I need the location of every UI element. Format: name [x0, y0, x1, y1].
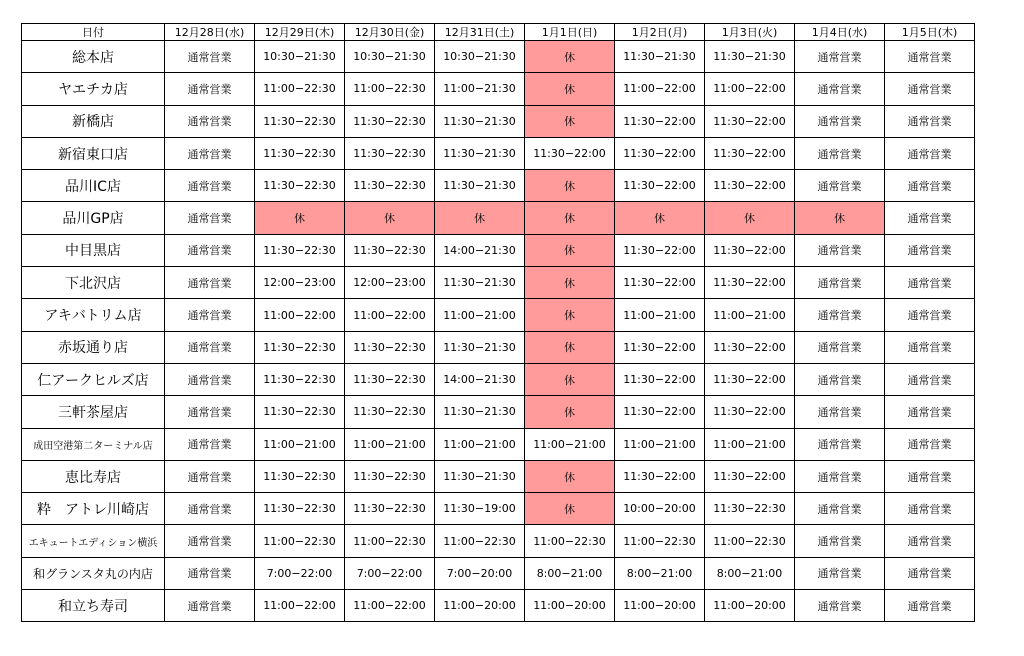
hours-cell: 通常営業 [165, 73, 255, 105]
hours-cell: 通常営業 [165, 105, 255, 137]
hours-cell: 11:30−21:30 [705, 41, 795, 73]
hours-cell: 11:30−22:30 [345, 493, 435, 525]
header-date-label: 日付 [22, 24, 165, 41]
hours-cell: 11:00−21:30 [435, 73, 525, 105]
hours-cell: 11:30−22:30 [345, 331, 435, 363]
store-name-cell: 仁アークヒルズ店 [22, 363, 165, 395]
closed-cell: 休 [525, 396, 615, 428]
hours-cell: 12:00−23:00 [345, 267, 435, 299]
hours-cell: 11:00−22:00 [345, 299, 435, 331]
hours-cell: 11:00−20:00 [615, 590, 705, 622]
hours-cell: 通常営業 [165, 590, 255, 622]
hours-cell: 11:30−21:30 [435, 460, 525, 492]
hours-cell: 11:30−22:00 [615, 105, 705, 137]
hours-cell: 11:30−22:30 [345, 137, 435, 169]
hours-cell: 11:30−21:30 [435, 331, 525, 363]
hours-cell: 通常営業 [165, 41, 255, 73]
hours-cell: 通常営業 [885, 73, 975, 105]
hours-cell: 11:00−21:00 [435, 299, 525, 331]
hours-cell: 11:30−22:00 [615, 460, 705, 492]
closed-cell: 休 [525, 41, 615, 73]
hours-cell: 8:00−21:00 [525, 557, 615, 589]
hours-cell: 11:30−22:30 [255, 170, 345, 202]
hours-cell: 12:00−23:00 [255, 267, 345, 299]
hours-cell: 11:00−22:30 [525, 525, 615, 557]
hours-cell: 11:30−22:00 [705, 363, 795, 395]
hours-cell: 通常営業 [795, 137, 885, 169]
hours-cell: 通常営業 [165, 267, 255, 299]
hours-cell: 7:00−20:00 [435, 557, 525, 589]
store-name-cell: 成田空港第二ターミナル店 [22, 428, 165, 460]
hours-cell: 11:30−22:00 [705, 105, 795, 137]
closed-cell: 休 [795, 202, 885, 234]
table-row [22, 299, 975, 331]
hours-cell: 通常営業 [885, 493, 975, 525]
hours-cell: 通常営業 [795, 170, 885, 202]
closed-cell: 休 [525, 234, 615, 266]
hours-cell: 11:30−22:30 [255, 234, 345, 266]
store-name-cell: 総本店 [22, 41, 165, 73]
table-row [22, 267, 975, 299]
header-date-cell: 1月2日(月) [615, 24, 705, 41]
header-date-cell: 12月28日(水) [165, 24, 255, 41]
hours-cell: 11:30−22:00 [705, 170, 795, 202]
hours-cell: 10:30−21:30 [435, 41, 525, 73]
closed-cell: 休 [615, 202, 705, 234]
hours-cell: 11:30−21:30 [435, 396, 525, 428]
hours-cell: 11:00−22:30 [255, 73, 345, 105]
hours-cell: 11:30−22:30 [255, 331, 345, 363]
hours-cell: 11:30−22:00 [615, 331, 705, 363]
hours-cell: 通常営業 [165, 557, 255, 589]
store-name-cell: アキバトリム店 [22, 299, 165, 331]
hours-cell: 通常営業 [165, 202, 255, 234]
hours-cell: 11:00−22:30 [345, 73, 435, 105]
header-date-cell: 1月3日(火) [705, 24, 795, 41]
hours-cell: 11:30−22:00 [705, 137, 795, 169]
hours-cell: 10:30−21:30 [345, 41, 435, 73]
store-name-cell: 新橋店 [22, 105, 165, 137]
hours-cell: 通常営業 [795, 590, 885, 622]
hours-cell: 通常営業 [795, 525, 885, 557]
table-row [22, 493, 975, 525]
hours-cell: 7:00−22:00 [345, 557, 435, 589]
table-row [22, 202, 975, 234]
header-row [22, 24, 975, 41]
hours-cell: 通常営業 [795, 460, 885, 492]
hours-cell: 通常営業 [885, 428, 975, 460]
closed-cell: 休 [525, 170, 615, 202]
hours-cell: 11:30−22:00 [615, 363, 705, 395]
hours-cell: 11:00−21:00 [615, 299, 705, 331]
hours-cell: 11:30−22:30 [255, 137, 345, 169]
store-name-cell: 和グランスタ丸の内店 [22, 557, 165, 589]
hours-cell: 通常営業 [885, 105, 975, 137]
hours-cell: 11:00−21:00 [705, 428, 795, 460]
hours-cell: 通常営業 [885, 396, 975, 428]
closed-cell: 休 [525, 73, 615, 105]
hours-cell: 11:30−22:00 [525, 137, 615, 169]
hours-cell: 通常営業 [795, 267, 885, 299]
hours-cell: 通常営業 [885, 234, 975, 266]
table-row [22, 363, 975, 395]
closed-cell: 休 [525, 267, 615, 299]
store-name-cell: 三軒茶屋店 [22, 396, 165, 428]
hours-cell: 通常営業 [165, 428, 255, 460]
hours-cell: 通常営業 [165, 396, 255, 428]
hours-cell: 11:30−22:00 [615, 234, 705, 266]
closed-cell: 休 [525, 363, 615, 395]
hours-cell: 11:30−22:30 [255, 493, 345, 525]
table-row [22, 331, 975, 363]
hours-cell: 11:30−22:30 [255, 363, 345, 395]
hours-cell: 通常営業 [165, 525, 255, 557]
store-name-cell: 恵比寿店 [22, 460, 165, 492]
table-row [22, 460, 975, 492]
table-row [22, 234, 975, 266]
holiday-hours-table [21, 23, 975, 622]
hours-cell: 11:00−21:00 [615, 428, 705, 460]
hours-cell: 通常営業 [165, 493, 255, 525]
hours-cell: 11:30−22:30 [255, 460, 345, 492]
hours-cell: 11:30−22:30 [345, 105, 435, 137]
header-date-cell: 1月4日(水) [795, 24, 885, 41]
hours-cell: 11:30−22:00 [705, 267, 795, 299]
header-date-cell: 1月1日(日) [525, 24, 615, 41]
hours-cell: 11:30−22:00 [615, 267, 705, 299]
hours-cell: 通常営業 [165, 460, 255, 492]
hours-cell: 通常営業 [795, 493, 885, 525]
hours-cell: 10:30−21:30 [255, 41, 345, 73]
hours-cell: 10:00−20:00 [615, 493, 705, 525]
hours-cell: 通常営業 [165, 137, 255, 169]
hours-cell: 通常営業 [885, 41, 975, 73]
hours-cell: 11:30−21:30 [435, 267, 525, 299]
hours-cell: 通常営業 [885, 590, 975, 622]
hours-cell: 通常営業 [885, 331, 975, 363]
closed-cell: 休 [525, 202, 615, 234]
table-row [22, 590, 975, 622]
header-date-cell: 12月31日(土) [435, 24, 525, 41]
hours-cell: 11:30−22:00 [615, 396, 705, 428]
table-row [22, 137, 975, 169]
hours-cell: 11:30−22:30 [345, 234, 435, 266]
store-name-cell: ヤエチカ店 [22, 73, 165, 105]
hours-cell: 11:00−21:00 [705, 299, 795, 331]
hours-cell: 11:30−22:30 [345, 396, 435, 428]
store-name-cell: 赤坂通り店 [22, 331, 165, 363]
hours-cell: 通常営業 [885, 557, 975, 589]
hours-cell: 通常営業 [885, 267, 975, 299]
hours-cell: 11:00−21:00 [435, 428, 525, 460]
hours-cell: 通常営業 [165, 363, 255, 395]
table-body [22, 41, 975, 622]
store-name-cell: 品川GP店 [22, 202, 165, 234]
table-row [22, 396, 975, 428]
hours-cell: 通常営業 [885, 460, 975, 492]
table-row [22, 525, 975, 557]
hours-cell: 14:00−21:30 [435, 234, 525, 266]
hours-cell: 11:00−20:00 [705, 590, 795, 622]
table-row [22, 428, 975, 460]
hours-cell: 11:00−22:30 [345, 525, 435, 557]
hours-cell: 8:00−21:00 [705, 557, 795, 589]
hours-cell: 11:00−22:00 [705, 73, 795, 105]
hours-cell: 11:30−21:30 [435, 170, 525, 202]
hours-cell: 11:30−22:00 [615, 137, 705, 169]
store-name-cell: エキュートエディション横浜 [22, 525, 165, 557]
table-row [22, 41, 975, 73]
closed-cell: 休 [525, 105, 615, 137]
hours-cell: 11:30−22:30 [345, 170, 435, 202]
store-name-cell: 新宿東口店 [22, 137, 165, 169]
hours-cell: 11:00−22:30 [615, 525, 705, 557]
hours-cell: 通常営業 [165, 331, 255, 363]
hours-cell: 通常営業 [795, 396, 885, 428]
hours-cell: 通常営業 [885, 202, 975, 234]
hours-cell: 11:00−22:00 [345, 590, 435, 622]
hours-cell: 11:30−19:00 [435, 493, 525, 525]
hours-cell: 11:00−22:30 [435, 525, 525, 557]
hours-cell: 11:30−21:30 [615, 41, 705, 73]
header-date-cell: 12月30日(金) [345, 24, 435, 41]
closed-cell: 休 [525, 299, 615, 331]
hours-cell: 通常営業 [795, 41, 885, 73]
hours-cell: 11:30−22:30 [255, 105, 345, 137]
closed-cell: 休 [525, 493, 615, 525]
hours-cell: 通常営業 [885, 299, 975, 331]
hours-cell: 11:00−22:00 [255, 590, 345, 622]
hours-cell: 14:00−21:30 [435, 363, 525, 395]
hours-cell: 11:00−21:00 [525, 428, 615, 460]
store-name-cell: 下北沢店 [22, 267, 165, 299]
hours-cell: 通常営業 [885, 137, 975, 169]
header-date-cell: 1月5日(木) [885, 24, 975, 41]
closed-cell: 休 [345, 202, 435, 234]
hours-cell: 11:30−22:00 [705, 234, 795, 266]
hours-cell: 通常営業 [885, 363, 975, 395]
closed-cell: 休 [255, 202, 345, 234]
hours-cell: 11:00−22:00 [615, 73, 705, 105]
table-row [22, 170, 975, 202]
hours-cell: 11:30−22:00 [705, 396, 795, 428]
hours-cell: 通常営業 [795, 73, 885, 105]
hours-cell: 通常営業 [885, 525, 975, 557]
table-row [22, 557, 975, 589]
store-name-cell: 品川IC店 [22, 170, 165, 202]
hours-cell: 11:30−22:30 [705, 493, 795, 525]
hours-cell: 11:00−21:00 [255, 428, 345, 460]
hours-cell: 通常営業 [795, 428, 885, 460]
hours-cell: 通常営業 [795, 105, 885, 137]
closed-cell: 休 [525, 460, 615, 492]
hours-cell: 通常営業 [165, 299, 255, 331]
hours-cell: 11:30−22:30 [255, 396, 345, 428]
hours-cell: 11:00−22:30 [255, 525, 345, 557]
hours-cell: 11:30−22:00 [705, 460, 795, 492]
hours-cell: 通常営業 [885, 170, 975, 202]
hours-cell: 11:30−22:00 [615, 170, 705, 202]
hours-cell: 通常営業 [795, 557, 885, 589]
hours-cell: 11:30−21:30 [435, 105, 525, 137]
hours-cell: 通常営業 [795, 363, 885, 395]
closed-cell: 休 [525, 331, 615, 363]
hours-cell: 7:00−22:00 [255, 557, 345, 589]
table-header [22, 24, 975, 41]
hours-cell: 8:00−21:00 [615, 557, 705, 589]
header-date-cell: 12月29日(木) [255, 24, 345, 41]
store-name-cell: 粋 アトレ川崎店 [22, 493, 165, 525]
closed-cell: 休 [435, 202, 525, 234]
hours-cell: 11:30−22:30 [345, 460, 435, 492]
hours-cell: 通常営業 [795, 299, 885, 331]
hours-cell: 11:30−22:00 [705, 331, 795, 363]
hours-cell: 11:00−22:30 [705, 525, 795, 557]
hours-cell: 通常営業 [165, 234, 255, 266]
hours-cell: 通常営業 [795, 331, 885, 363]
hours-cell: 11:00−20:00 [525, 590, 615, 622]
closed-cell: 休 [705, 202, 795, 234]
hours-cell: 通常営業 [795, 234, 885, 266]
hours-cell: 11:00−20:00 [435, 590, 525, 622]
hours-cell: 11:00−21:00 [345, 428, 435, 460]
store-name-cell: 和立ち寿司 [22, 590, 165, 622]
hours-cell: 11:00−22:00 [255, 299, 345, 331]
hours-cell: 11:30−22:30 [345, 363, 435, 395]
hours-cell: 11:30−21:30 [435, 137, 525, 169]
store-name-cell: 中目黒店 [22, 234, 165, 266]
hours-cell: 通常営業 [165, 170, 255, 202]
table-row [22, 73, 975, 105]
table-row [22, 105, 975, 137]
